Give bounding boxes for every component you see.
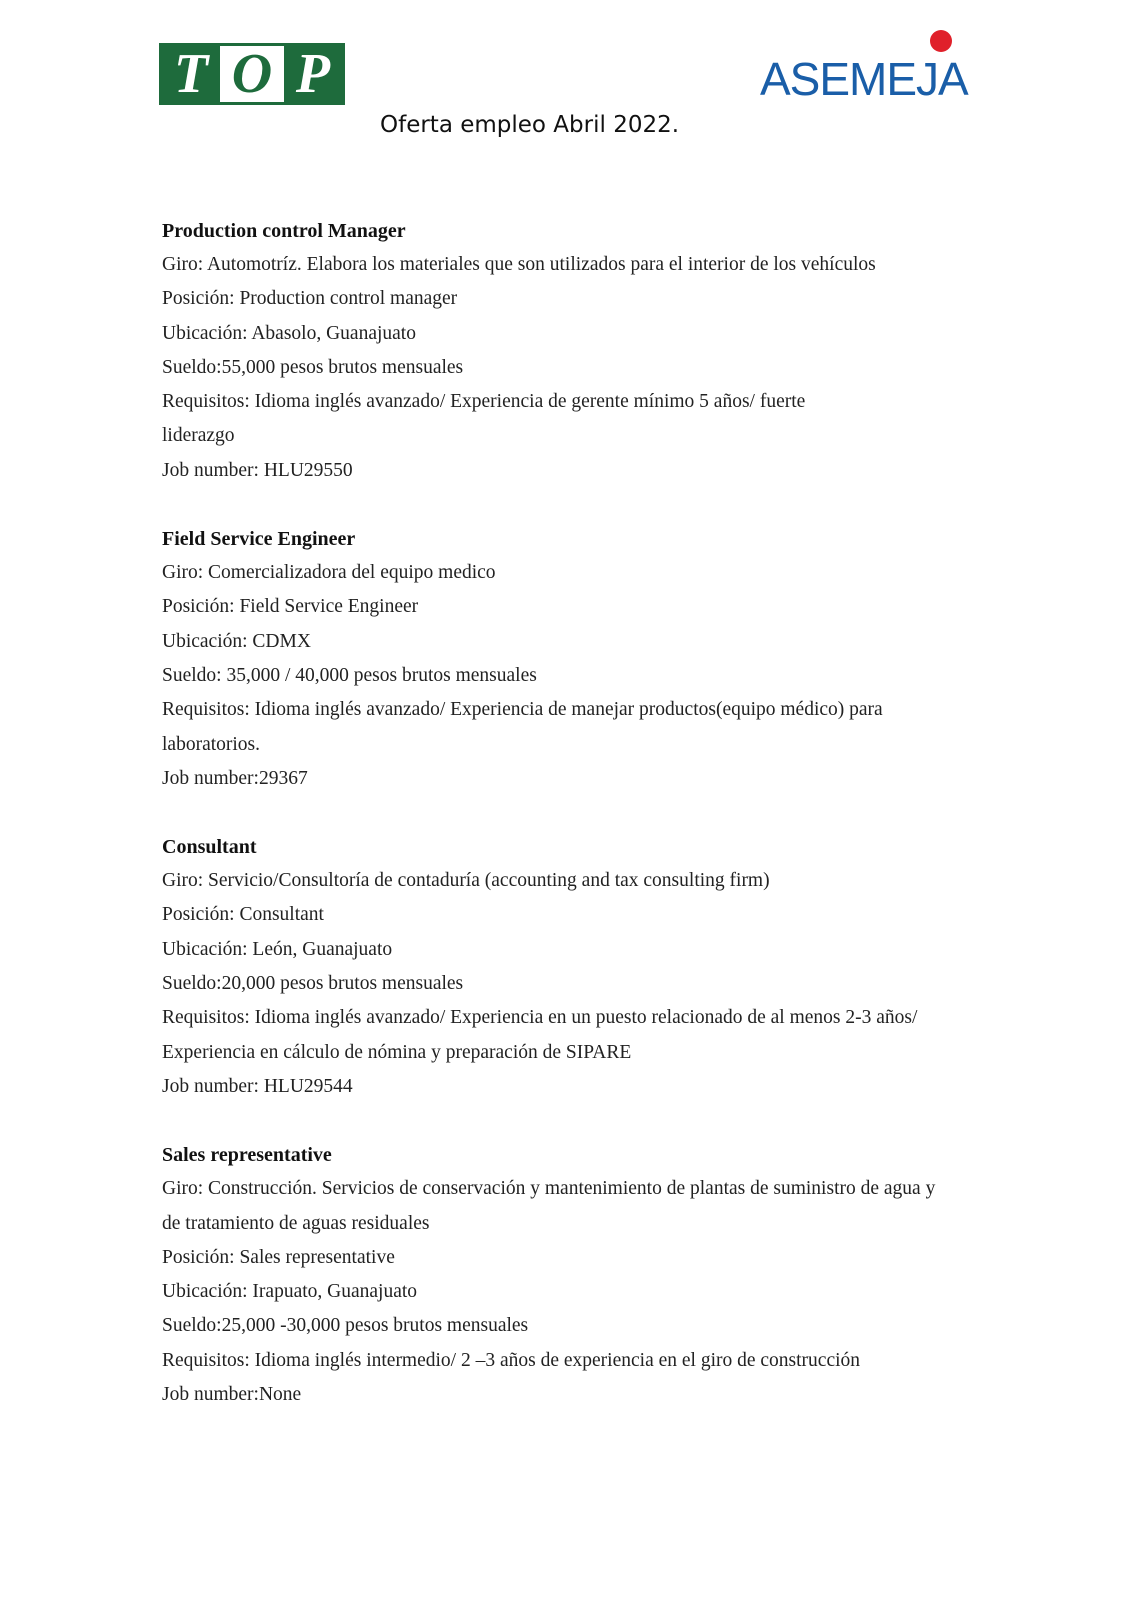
offer-requisitos: Requisitos: Idioma inglés avanzado/ Experiencia de manejar productos(equipo médico) para laboratorios. <box>162 699 883 755</box>
offer-giro: Giro: Automotríz. Elabora los materiales que son utilizados para el interior de los vehículos <box>162 254 876 275</box>
asemeja-logo <box>760 30 975 110</box>
top-logo <box>159 43 345 105</box>
offer-job-number: Job number: HLU29550 <box>162 459 353 481</box>
offer-ubicacion: Ubicación: Abasolo, Guanajuato <box>162 322 416 344</box>
job-offer <box>162 1138 972 1412</box>
offer-title: Field Service Engineer <box>162 528 356 551</box>
job-offer <box>162 522 972 796</box>
job-offer <box>162 214 972 488</box>
top-logo-letter-t: T <box>162 46 223 102</box>
job-offers-list <box>162 214 972 1446</box>
offer-giro: Giro: Comercializadora del equipo medico <box>162 562 496 584</box>
offer-sueldo: Sueldo:25,000 -30,000 pesos brutos mensuales <box>162 1315 529 1337</box>
document-title: Oferta empleo Abril 2022. <box>380 112 680 138</box>
offer-title: Sales representative <box>162 1144 332 1167</box>
offer-giro: Giro: Servicio/Consultoría de contaduría (accounting and tax consulting firm) <box>162 870 770 892</box>
offer-requisitos: Requisitos: Idioma inglés avanzado/ Experiencia en un puesto relacionado de al menos 2-3 años/ Experiencia en cálculo de nómina y preparación de SIPARE <box>162 1007 918 1063</box>
offer-posicion: Posición: Production control manager <box>162 288 458 310</box>
job-offer <box>162 830 972 1104</box>
asemeja-red-dot-icon <box>930 30 952 52</box>
offer-job-number: Job number:29367 <box>162 767 308 789</box>
offer-title: Consultant <box>162 836 257 859</box>
offer-job-number: Job number:None <box>162 1384 302 1406</box>
offer-job-number: Job number: HLU29544 <box>162 1075 353 1097</box>
top-logo-letter-p: P <box>284 46 342 102</box>
offer-sueldo: Sueldo:20,000 pesos brutos mensuales <box>162 973 464 995</box>
asemeja-logo-text: ASEMEJA <box>760 53 968 105</box>
top-logo-letter-o: O <box>223 46 284 102</box>
offer-posicion: Posición: Consultant <box>162 904 324 926</box>
offer-sueldo: Sueldo:55,000 pesos brutos mensuales <box>162 356 464 378</box>
offer-requisitos: Requisitos: Idioma inglés intermedio/ 2 –3 años de experiencia en el giro de construcción <box>162 1349 861 1371</box>
offer-ubicacion: Ubicación: CDMX <box>162 630 311 652</box>
offer-giro: Giro: Construcción. Servicios de conservación y mantenimiento de plantas de suministro de agua y de tratamiento de aguas residuales <box>162 1178 936 1234</box>
offer-posicion: Posición: Sales representative <box>162 1246 395 1268</box>
offer-title: Production control Manager <box>162 220 406 242</box>
offer-ubicacion: Ubicación: Irapuato, Guanajuato <box>162 1281 418 1303</box>
offer-ubicacion: Ubicación: León, Guanajuato <box>162 938 393 960</box>
offer-sueldo: Sueldo: 35,000 / 40,000 pesos brutos mensuales <box>162 664 537 686</box>
offer-requisitos: Requisitos: Idioma inglés avanzado/ Experiencia de gerente mínimo 5 años/ fuerte liderazgo <box>162 391 806 447</box>
offer-posicion: Posición: Field Service Engineer <box>162 596 419 618</box>
